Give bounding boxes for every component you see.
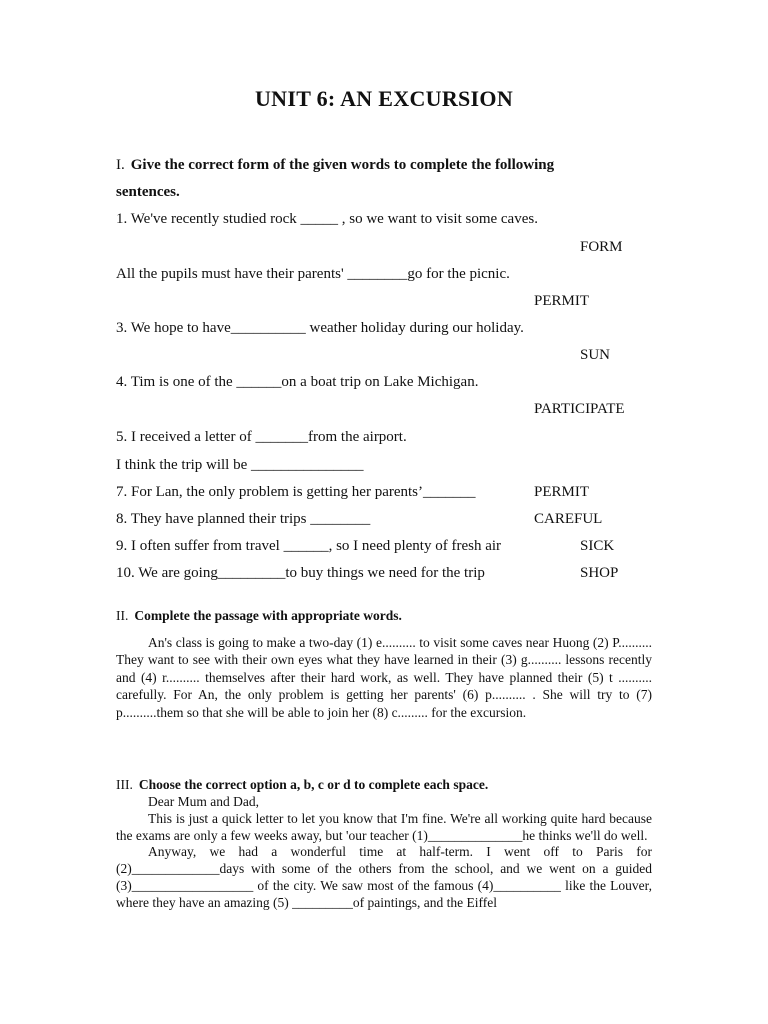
item-8-keyword: CAREFUL (534, 511, 603, 527)
item-5: 5. I received a letter of _______from the airport. (116, 429, 407, 445)
item-8: 8. They have planned their trips ________ (116, 511, 371, 527)
item-3-keyword: SUN (580, 347, 611, 363)
section3-numeral: III. (116, 777, 133, 792)
section2-heading (116, 608, 402, 624)
section1-heading (116, 157, 554, 174)
item-2-keyword: PERMIT (534, 293, 590, 309)
item-4: 4. Tim is one of the ______on a boat trip on Lake Michigan. (116, 374, 479, 390)
item-2: All the pupils must have their parents' ________go for the picnic. (116, 266, 510, 282)
section2-numeral: II. (116, 608, 129, 623)
item-1-keyword: FORM (580, 239, 623, 255)
item-3: 3. We hope to have__________ weather holiday during our holiday. (116, 320, 524, 336)
letter-salutation: Dear Mum and Dad, (148, 794, 259, 809)
section1-heading-line1: Give the correct form of the given words to complete the following (130, 157, 555, 173)
section2-heading-text: Complete the passage with appropriate words. (134, 608, 402, 623)
passage-text: An's class is going to make a two-day (1) e.......... to visit some caves near Huong (2) P.......... They want to see with their own eyes what they have learned in their (3) g.......... lessons recently and (4) r.......... themselves after their hard work, as well. They have planned their (5) t .......... carefully. For An, the only problem is getting her parents' (6) p.......... . She will try to (7) p..........them so that she will be able to join her (8) c......... for the excursion. (116, 635, 652, 720)
item-10: 10. We are going_________to buy things we need for the trip (116, 565, 485, 581)
section3-heading (116, 777, 488, 793)
item-7-keyword: PERMIT (534, 484, 590, 500)
item-10-keyword: SHOP (580, 565, 619, 581)
letter-paragraph-1: This is just a quick letter to let you know that I'm fine. We're all working quite hard because the exams are only a few weeks away, but 'our teacher (1)______________he thinks we'll do well. (116, 810, 652, 843)
item-6: I think the trip will be _______________ (116, 457, 364, 473)
item-9: 9. I often suffer from travel ______, so I need plenty of fresh air (116, 538, 502, 554)
section3-heading-text: Choose the correct option a, b, c or d to complete each space. (138, 777, 489, 792)
section3-letter (116, 794, 652, 912)
letter-paragraph-2: Anyway, we had a wonderful time at half-term. I went off to Paris for (2)_____________days with some of the others from the school, and we went on a guided (3)__________________ of the city. We saw most of the famous (4)__________ like the Louver, where they have an amazing (5) _________of paintings, and the Eiffel (116, 844, 652, 910)
item-4-keyword: PARTICIPATE (534, 401, 625, 417)
section1-heading-line2: sentences. (116, 184, 180, 200)
page-title: UNIT 6: AN EXCURSION (254, 86, 514, 111)
item-1: 1. We've recently studied rock _____ , so we want to visit some caves. (116, 211, 538, 227)
section1-numeral: I. (116, 157, 125, 173)
item-7: 7. For Lan, the only problem is getting her parents’_______ (116, 484, 476, 500)
section2-passage (116, 634, 652, 721)
item-9-keyword: SICK (580, 538, 615, 554)
